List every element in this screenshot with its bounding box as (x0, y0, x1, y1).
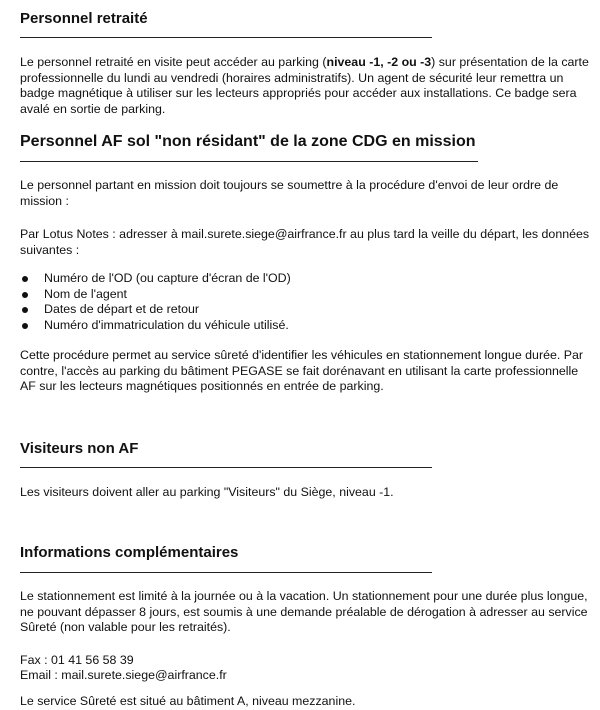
paragraph-visiteurs: Les visiteurs doivent aller au parking "Visiteurs" du Siège, niveau -1. (20, 485, 394, 499)
contact-email: Email : mail.surete.siege@airfrance.fr (20, 668, 227, 682)
section-divider (20, 161, 478, 162)
section-title-informations: Informations complémentaires (20, 544, 239, 561)
list-item: Numéro d'immatriculation du véhicule utilisé. (20, 318, 291, 334)
retraite-text-part2: ) sur présentation de la carte professionnelle du lundi au vendredi (horaires administratifs). Un agent de sécurité leur remettra un badge magnétique à utiliser sur les lecteurs appropriés pour accéder aux installations. Ce badge sera avalé en sortie de parking. (20, 55, 589, 116)
paragraph-retraite (20, 55, 592, 117)
section-divider (20, 37, 432, 38)
list-item: Nom de l'agent (20, 287, 291, 303)
retraite-text-part1: Le personnel retraité en visite peut accéder au parking ( (20, 55, 327, 69)
contact-fax: Fax : 01 41 56 58 39 (20, 653, 134, 667)
section-divider (20, 572, 432, 573)
paragraph-procedure: Cette procédure permet au service sûreté d'identifier les véhicules en stationnement longue durée. Par contre, l'accès au parking du bâtiment PEGASE se fait dorénavant en utilisant la carte professionnelle AF sur les lecteurs magnétiques positionnés en entrée de parking. (20, 348, 584, 393)
section-title-visiteurs: Visiteurs non AF (20, 440, 139, 457)
paragraph-stationnement: Le stationnement est limité à la journée ou à la vacation. Un stationnement pour une durée plus longue, ne pouvant dépasser 8 jours, est soumis à une demande préalable de dérogation à adresser au service Sûreté (non valable pour les retraités). (20, 589, 588, 634)
paragraph-location: Le service Sûreté est situé au bâtiment A, niveau mezzanine. (20, 694, 356, 708)
section-title-retraite: Personnel retraité (20, 10, 148, 27)
mission-data-list (20, 271, 291, 333)
list-item: Numéro de l'OD (ou capture d'écran de l'OD) (20, 271, 291, 287)
list-item: Dates de départ et de retour (20, 302, 291, 318)
retraite-text-levels: niveau -1, -2 ou -3 (326, 55, 432, 69)
paragraph-lotus-notes: Par Lotus Notes : adresser à mail.surete.siege@airfrance.fr au plus tard la veille du départ, les données suivantes : (20, 227, 590, 257)
paragraph-mission-intro: Le personnel partant en mission doit toujours se soumettre à la procédure d'envoi de leur ordre de mission : (20, 178, 559, 208)
section-title-mission: Personnel AF sol "non résidant" de la zone CDG en mission (20, 133, 476, 150)
section-divider (20, 467, 432, 468)
